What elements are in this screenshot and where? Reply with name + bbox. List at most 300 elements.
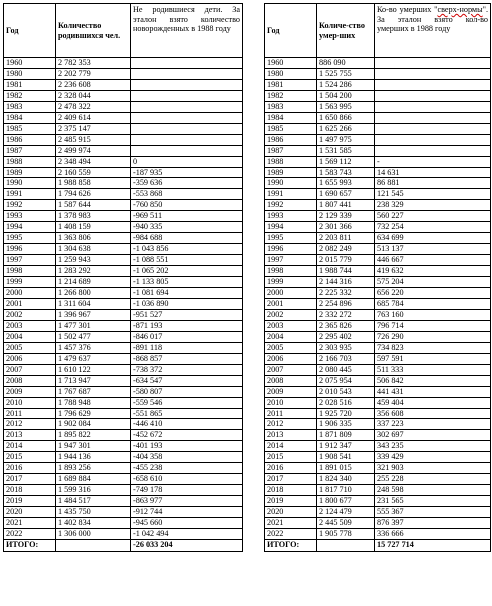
deaths-table-row — [265, 90, 491, 101]
births-year-cell: 2002 — [4, 309, 56, 320]
births-count-cell: 1 259 943 — [56, 255, 131, 266]
deaths-year-cell: 2003 — [265, 320, 317, 331]
deaths-table-row — [265, 233, 491, 244]
deaths-table-row — [265, 101, 491, 112]
births-count-cell: 1 944 136 — [56, 452, 131, 463]
deaths-diff-cell: 513 137 — [375, 244, 491, 255]
births-table — [3, 3, 243, 552]
deaths-table — [264, 3, 491, 552]
deaths-table-row — [265, 397, 491, 408]
births-table-row — [4, 123, 243, 134]
deaths-table-row — [265, 485, 491, 496]
deaths-diff-cell: 506 842 — [375, 375, 491, 386]
deaths-year-cell: 2006 — [265, 353, 317, 364]
births-table-row — [4, 408, 243, 419]
deaths-count-cell: 2 301 366 — [317, 222, 375, 233]
deaths-table-row — [265, 266, 491, 277]
deaths-diff-cell: 441 431 — [375, 386, 491, 397]
deaths-diff-cell: 459 404 — [375, 397, 491, 408]
births-diff-cell: 0 — [131, 156, 243, 167]
deaths-count-cell: 1 824 340 — [317, 474, 375, 485]
deaths-diff-cell: 634 699 — [375, 233, 491, 244]
births-diff-cell: -359 636 — [131, 178, 243, 189]
births-count-cell: 2 202 779 — [56, 68, 131, 79]
deaths-diff-cell: 255 228 — [375, 474, 491, 485]
births-table-row — [4, 309, 243, 320]
births-count-cell: 1 587 644 — [56, 200, 131, 211]
deaths-count-cell: 2 332 272 — [317, 309, 375, 320]
births-count-cell: 2 236 608 — [56, 79, 131, 90]
births-table-row — [4, 463, 243, 474]
deaths-count-cell: 1 800 677 — [317, 496, 375, 507]
births-year-cell: 1995 — [4, 233, 56, 244]
births-table-row — [4, 485, 243, 496]
deaths-year-cell: 1998 — [265, 266, 317, 277]
births-count-cell: 2 375 147 — [56, 123, 131, 134]
births-diff-cell: -1 065 202 — [131, 266, 243, 277]
deaths-year-cell: 1985 — [265, 123, 317, 134]
births-diff-cell: -945 660 — [131, 518, 243, 529]
births-table-row — [4, 266, 243, 277]
births-year-cell: 2020 — [4, 507, 56, 518]
births-count-cell: 1 599 316 — [56, 485, 131, 496]
deaths-year-cell: 2013 — [265, 430, 317, 441]
deaths-table-row — [265, 58, 491, 69]
births-diff-cell — [131, 101, 243, 112]
births-year-cell: 1988 — [4, 156, 56, 167]
births-table-row — [4, 375, 243, 386]
deaths-diff-cell — [375, 68, 491, 79]
deaths-table-row — [265, 178, 491, 189]
births-count-cell: 2 485 915 — [56, 134, 131, 145]
deaths-total-value: 15 727 714 — [375, 539, 491, 551]
deaths-table-row — [265, 277, 491, 288]
births-count-cell: 1 479 637 — [56, 353, 131, 364]
births-diff-cell — [131, 79, 243, 90]
deaths-table-row — [265, 288, 491, 299]
deaths-table-row — [265, 244, 491, 255]
deaths-year-cell: 2011 — [265, 408, 317, 419]
births-table-row — [4, 233, 243, 244]
deaths-count-cell: 1 525 755 — [317, 68, 375, 79]
deaths-year-cell: 1992 — [265, 200, 317, 211]
births-count-cell: 1 794 626 — [56, 189, 131, 200]
births-count-cell: 1 266 800 — [56, 288, 131, 299]
deaths-count-cell: 2 365 826 — [317, 320, 375, 331]
births-body — [4, 58, 243, 540]
deaths-total-spacer — [317, 539, 375, 551]
deaths-year-cell: 1960 — [265, 58, 317, 69]
births-table-row — [4, 90, 243, 101]
births-count-cell: 1 713 947 — [56, 375, 131, 386]
deaths-table-row — [265, 222, 491, 233]
births-diff-cell: -863 977 — [131, 496, 243, 507]
births-count-cell: 2 160 559 — [56, 167, 131, 178]
births-diff-cell: -846 017 — [131, 331, 243, 342]
births-table-row — [4, 189, 243, 200]
deaths-year-cell: 2016 — [265, 463, 317, 474]
births-count-cell: 1 767 687 — [56, 386, 131, 397]
births-diff-cell: -658 610 — [131, 474, 243, 485]
births-diff-cell: -940 335 — [131, 222, 243, 233]
births-count-cell: 1 378 983 — [56, 211, 131, 222]
births-count-cell: 1 304 638 — [56, 244, 131, 255]
deaths-diff-cell: 337 223 — [375, 419, 491, 430]
deaths-table-row — [265, 419, 491, 430]
deaths-table-row — [265, 255, 491, 266]
deaths-count-cell: 1 871 809 — [317, 430, 375, 441]
deaths-diff-cell — [375, 79, 491, 90]
births-year-cell: 2017 — [4, 474, 56, 485]
deaths-table-row — [265, 298, 491, 309]
births-year-cell: 2011 — [4, 408, 56, 419]
births-diff-cell: -1 081 694 — [131, 288, 243, 299]
deaths-diff-cell — [375, 123, 491, 134]
deaths-count-cell: 2 010 543 — [317, 386, 375, 397]
births-total-label: ИТОГО: — [4, 539, 56, 551]
deaths-diff-cell: 796 714 — [375, 320, 491, 331]
births-year-cell: 2021 — [4, 518, 56, 529]
deaths-year-cell: 2020 — [265, 507, 317, 518]
births-table-row — [4, 386, 243, 397]
deaths-count-cell: 1 891 015 — [317, 463, 375, 474]
births-table-row — [4, 58, 243, 69]
births-diff-cell: -452 672 — [131, 430, 243, 441]
deaths-diff-cell — [375, 145, 491, 156]
births-diff-cell — [131, 112, 243, 123]
deaths-table-row — [265, 518, 491, 529]
births-count-cell: 1 214 689 — [56, 277, 131, 288]
births-diff-cell — [131, 134, 243, 145]
births-count-cell: 1 484 517 — [56, 496, 131, 507]
deaths-note-suffix: ". За эталон взято кол-во умерших в 1988 году — [377, 5, 488, 33]
births-diff-cell: -1 133 805 — [131, 277, 243, 288]
deaths-diff-cell: 121 545 — [375, 189, 491, 200]
births-count-cell: 2 409 614 — [56, 112, 131, 123]
deaths-diff-cell — [375, 58, 491, 69]
deaths-table-row — [265, 386, 491, 397]
deaths-count-cell: 2 445 509 — [317, 518, 375, 529]
deaths-year-cell: 2002 — [265, 309, 317, 320]
deaths-count-cell: 1 905 778 — [317, 528, 375, 539]
deaths-count-cell: 2 075 954 — [317, 375, 375, 386]
deaths-year-cell: 1987 — [265, 145, 317, 156]
deaths-count-cell: 2 080 445 — [317, 364, 375, 375]
deaths-table-row — [265, 474, 491, 485]
births-diff-cell: -951 527 — [131, 309, 243, 320]
deaths-table-row — [265, 167, 491, 178]
births-year-cell: 1994 — [4, 222, 56, 233]
deaths-table-row — [265, 441, 491, 452]
births-diff-cell: -760 850 — [131, 200, 243, 211]
deaths-table-row — [265, 342, 491, 353]
births-diff-cell: -551 865 — [131, 408, 243, 419]
deaths-diff-cell — [375, 101, 491, 112]
deaths-diff-cell: 555 367 — [375, 507, 491, 518]
deaths-diff-cell: 339 429 — [375, 452, 491, 463]
deaths-year-cell: 2012 — [265, 419, 317, 430]
deaths-table-row — [265, 320, 491, 331]
deaths-diff-cell: 511 333 — [375, 364, 491, 375]
deaths-year-cell: 2001 — [265, 298, 317, 309]
births-table-row — [4, 507, 243, 518]
deaths-diff-cell: 732 254 — [375, 222, 491, 233]
births-table-row — [4, 244, 243, 255]
deaths-table-row — [265, 123, 491, 134]
deaths-table-row — [265, 408, 491, 419]
births-diff-cell — [131, 68, 243, 79]
births-count-cell: 1 947 301 — [56, 441, 131, 452]
births-diff-cell: -401 193 — [131, 441, 243, 452]
births-year-cell: 2014 — [4, 441, 56, 452]
deaths-year-cell: 2021 — [265, 518, 317, 529]
births-year-cell: 2007 — [4, 364, 56, 375]
deaths-count-header: Количе-ство умер-ших — [317, 4, 375, 58]
deaths-count-cell: 2 028 516 — [317, 397, 375, 408]
deaths-diff-cell: 560 227 — [375, 211, 491, 222]
births-table-row — [4, 441, 243, 452]
births-diff-cell: -559 546 — [131, 397, 243, 408]
deaths-diff-cell — [375, 90, 491, 101]
births-table-row — [4, 342, 243, 353]
births-table-row — [4, 277, 243, 288]
deaths-count-cell: 1 906 335 — [317, 419, 375, 430]
deaths-diff-cell: 302 697 — [375, 430, 491, 441]
births-year-cell: 2004 — [4, 331, 56, 342]
deaths-year-cell: 1993 — [265, 211, 317, 222]
births-count-cell: 1 902 084 — [56, 419, 131, 430]
births-count-cell: 1 895 822 — [56, 430, 131, 441]
deaths-table-row — [265, 507, 491, 518]
deaths-table-row — [265, 211, 491, 222]
deaths-table-row — [265, 463, 491, 474]
births-diff-cell: -1 042 494 — [131, 528, 243, 539]
deaths-note-header — [375, 4, 491, 58]
deaths-year-cell: 1986 — [265, 134, 317, 145]
deaths-year-cell: 1989 — [265, 167, 317, 178]
births-total-spacer — [56, 539, 131, 551]
deaths-count-cell: 2 254 896 — [317, 298, 375, 309]
births-diff-cell: -1 043 856 — [131, 244, 243, 255]
births-year-cell: 2005 — [4, 342, 56, 353]
deaths-diff-cell: 321 903 — [375, 463, 491, 474]
births-count-cell: 2 782 353 — [56, 58, 131, 69]
births-table-row — [4, 68, 243, 79]
births-year-cell: 2010 — [4, 397, 56, 408]
deaths-year-header: Год — [265, 4, 317, 58]
deaths-year-cell: 1981 — [265, 79, 317, 90]
deaths-header-row — [265, 4, 491, 58]
deaths-table-row — [265, 452, 491, 463]
births-table-row — [4, 112, 243, 123]
births-count-cell: 1 402 834 — [56, 518, 131, 529]
births-year-cell: 1982 — [4, 90, 56, 101]
births-count-cell: 1 306 000 — [56, 528, 131, 539]
deaths-count-cell: 1 912 347 — [317, 441, 375, 452]
births-count-cell: 1 396 967 — [56, 309, 131, 320]
births-count-cell: 1 788 948 — [56, 397, 131, 408]
deaths-year-cell: 2019 — [265, 496, 317, 507]
births-table-row — [4, 288, 243, 299]
deaths-count-cell: 1 817 710 — [317, 485, 375, 496]
births-table-row — [4, 101, 243, 112]
deaths-count-cell: 2 082 249 — [317, 244, 375, 255]
deaths-table-row — [265, 364, 491, 375]
births-diff-cell: -553 868 — [131, 189, 243, 200]
births-table-row — [4, 452, 243, 463]
births-diff-cell: -455 238 — [131, 463, 243, 474]
deaths-year-cell: 1990 — [265, 178, 317, 189]
births-table-row — [4, 528, 243, 539]
deaths-table-row — [265, 528, 491, 539]
deaths-year-cell: 1994 — [265, 222, 317, 233]
deaths-count-cell: 2 295 402 — [317, 331, 375, 342]
births-year-cell: 1986 — [4, 134, 56, 145]
deaths-year-cell: 2000 — [265, 288, 317, 299]
births-table-row — [4, 156, 243, 167]
births-count-cell: 2 499 974 — [56, 145, 131, 156]
deaths-note-prefix: Ко-во умерших " — [377, 5, 438, 14]
births-diff-cell: -404 358 — [131, 452, 243, 463]
births-year-header: Год — [4, 4, 56, 58]
births-table-row — [4, 145, 243, 156]
deaths-table-row — [265, 134, 491, 145]
births-year-cell: 2022 — [4, 528, 56, 539]
births-year-cell: 2006 — [4, 353, 56, 364]
births-count-cell: 1 283 292 — [56, 266, 131, 277]
deaths-diff-cell: 763 160 — [375, 309, 491, 320]
deaths-count-cell: 2 144 316 — [317, 277, 375, 288]
births-year-cell: 1999 — [4, 277, 56, 288]
deaths-year-cell: 1982 — [265, 90, 317, 101]
births-count-cell: 1 988 858 — [56, 178, 131, 189]
deaths-diff-cell: 343 235 — [375, 441, 491, 452]
deaths-diff-cell: 419 632 — [375, 266, 491, 277]
births-count-cell: 1 435 750 — [56, 507, 131, 518]
births-diff-cell — [131, 58, 243, 69]
births-header-row — [4, 4, 243, 58]
births-year-cell: 2003 — [4, 320, 56, 331]
deaths-note-wavy-word: сверх-нормы — [437, 5, 483, 14]
births-year-cell: 2016 — [4, 463, 56, 474]
deaths-count-cell: 1 807 441 — [317, 200, 375, 211]
births-year-cell: 1983 — [4, 101, 56, 112]
deaths-table-row — [265, 309, 491, 320]
births-table-row — [4, 134, 243, 145]
deaths-diff-cell: 656 220 — [375, 288, 491, 299]
births-table-row — [4, 222, 243, 233]
births-year-cell: 2019 — [4, 496, 56, 507]
deaths-year-cell: 1991 — [265, 189, 317, 200]
births-diff-cell — [131, 145, 243, 156]
births-diff-cell: -580 807 — [131, 386, 243, 397]
deaths-diff-cell: 446 667 — [375, 255, 491, 266]
births-diff-cell: -446 410 — [131, 419, 243, 430]
births-year-cell: 1989 — [4, 167, 56, 178]
births-diff-cell — [131, 90, 243, 101]
deaths-table-row — [265, 496, 491, 507]
deaths-count-cell: 1 925 720 — [317, 408, 375, 419]
births-table-row — [4, 474, 243, 485]
births-table-row — [4, 178, 243, 189]
deaths-year-cell: 2010 — [265, 397, 317, 408]
deaths-body — [265, 58, 491, 540]
deaths-count-cell: 1 569 112 — [317, 156, 375, 167]
deaths-count-cell: 2 124 479 — [317, 507, 375, 518]
births-table-row — [4, 320, 243, 331]
births-diff-cell: -984 688 — [131, 233, 243, 244]
deaths-count-cell: 1 908 541 — [317, 452, 375, 463]
deaths-count-cell: 2 129 339 — [317, 211, 375, 222]
deaths-year-cell: 2017 — [265, 474, 317, 485]
deaths-year-cell: 2007 — [265, 364, 317, 375]
births-diff-cell: -969 511 — [131, 211, 243, 222]
deaths-count-cell: 1 650 866 — [317, 112, 375, 123]
deaths-table-row — [265, 189, 491, 200]
deaths-diff-cell — [375, 112, 491, 123]
deaths-table-row — [265, 200, 491, 211]
births-year-cell: 1985 — [4, 123, 56, 134]
deaths-diff-cell: 231 565 — [375, 496, 491, 507]
deaths-year-cell: 1997 — [265, 255, 317, 266]
births-count-cell: 1 311 604 — [56, 298, 131, 309]
births-count-cell: 2 348 494 — [56, 156, 131, 167]
deaths-total-label: ИТОГО: — [265, 539, 317, 551]
deaths-table-row — [265, 68, 491, 79]
deaths-count-cell: 1 988 744 — [317, 266, 375, 277]
births-year-cell: 1991 — [4, 189, 56, 200]
births-year-cell: 1990 — [4, 178, 56, 189]
deaths-count-cell: 1 563 995 — [317, 101, 375, 112]
births-table-row — [4, 430, 243, 441]
births-table-row — [4, 364, 243, 375]
births-table-row — [4, 518, 243, 529]
births-count-header: Количество родившихся чел. — [56, 4, 131, 58]
deaths-diff-cell: 86 881 — [375, 178, 491, 189]
deaths-table-row — [265, 430, 491, 441]
deaths-count-cell: 1 655 993 — [317, 178, 375, 189]
deaths-year-cell: 1984 — [265, 112, 317, 123]
births-year-cell: 2015 — [4, 452, 56, 463]
births-table-row — [4, 200, 243, 211]
deaths-year-cell: 2008 — [265, 375, 317, 386]
births-diff-cell: -891 118 — [131, 342, 243, 353]
births-diff-cell: -749 178 — [131, 485, 243, 496]
births-table-row — [4, 167, 243, 178]
deaths-total-row — [265, 539, 491, 551]
deaths-count-cell: 2 303 935 — [317, 342, 375, 353]
deaths-count-cell: 1 583 743 — [317, 167, 375, 178]
deaths-year-cell: 2014 — [265, 441, 317, 452]
deaths-diff-cell: - — [375, 156, 491, 167]
births-year-cell: 2018 — [4, 485, 56, 496]
births-note-header: Не родившиеся дети. За эталон взято количество новорожденных в 1988 году — [131, 4, 243, 58]
deaths-table-row — [265, 375, 491, 386]
deaths-table-row — [265, 112, 491, 123]
births-table-row — [4, 353, 243, 364]
births-total-value: -26 033 204 — [131, 539, 243, 551]
deaths-diff-cell: 876 397 — [375, 518, 491, 529]
births-count-cell: 1 796 629 — [56, 408, 131, 419]
births-year-cell: 1997 — [4, 255, 56, 266]
deaths-diff-cell: 336 666 — [375, 528, 491, 539]
deaths-table-row — [265, 353, 491, 364]
births-count-cell: 2 328 044 — [56, 90, 131, 101]
deaths-count-cell: 2 225 332 — [317, 288, 375, 299]
deaths-year-cell: 1999 — [265, 277, 317, 288]
deaths-count-cell: 1 497 975 — [317, 134, 375, 145]
births-year-cell: 2009 — [4, 386, 56, 397]
